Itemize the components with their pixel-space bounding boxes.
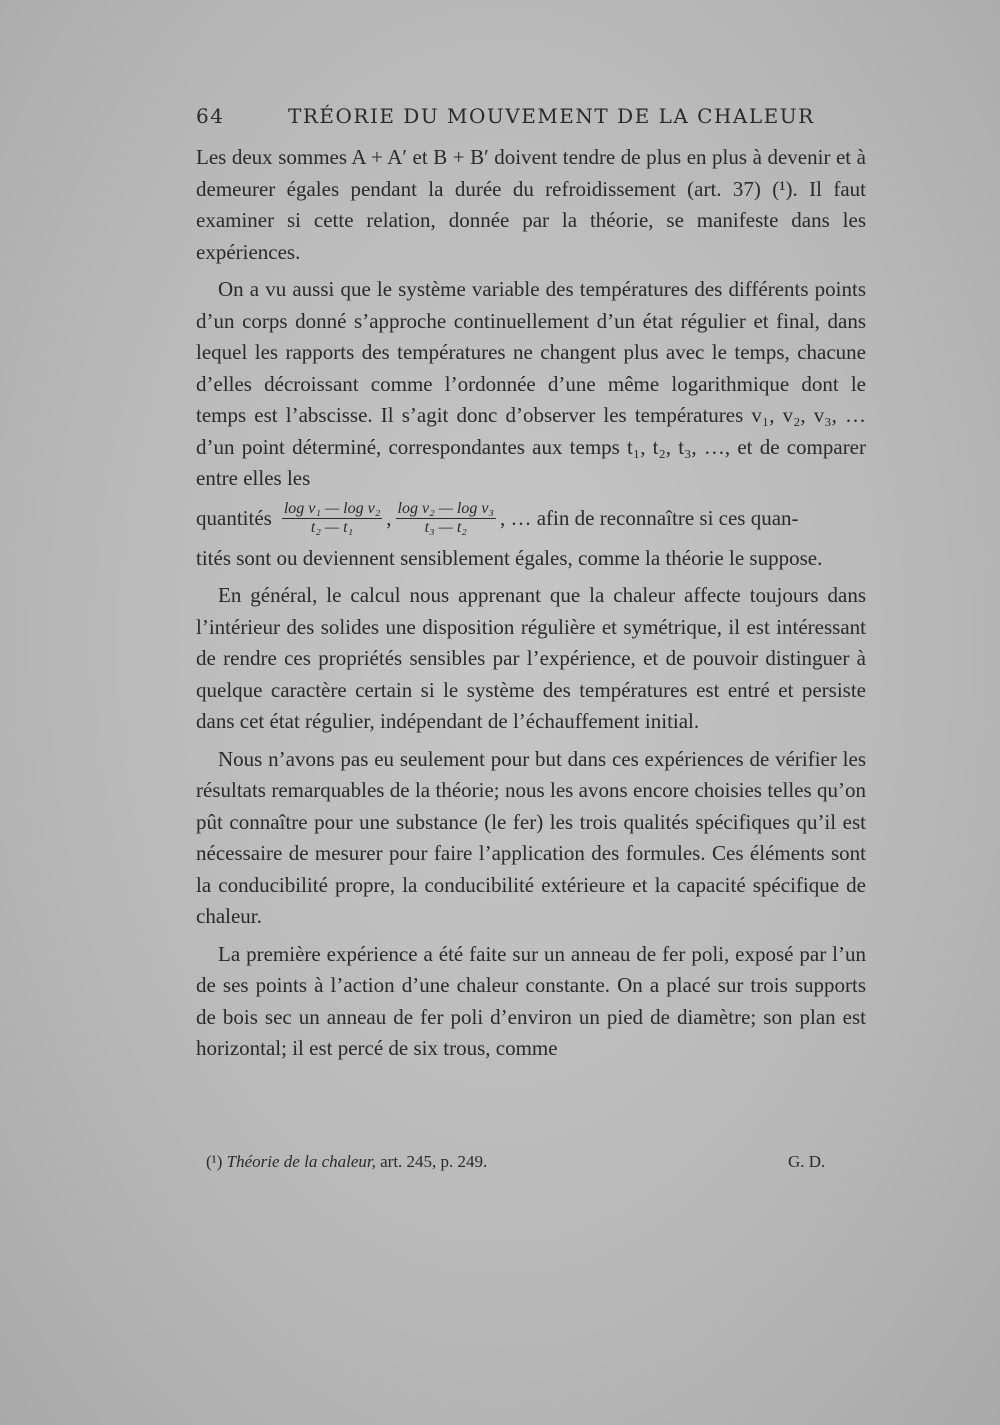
comma: , (386, 505, 392, 530)
formula-suffix: , … afin de reconnaître si ces quan- (499, 505, 799, 530)
footnote-initials: G. D. (788, 1152, 826, 1171)
paragraph-4: Nous n’avons pas eu seulement pour but dans ces expériences de vérifier les résultats remarquables de la théorie; nous les avons encore choisies telles qu’on pût connaître pour une substance (le fer) les trois qualités spécifiques qu’il est nécessaire de mesurer pour faire l’application des formules. Ces éléments sont la conducibilité propre, la conducibilité extérieure et la capacité spécifique de chaleur. (196, 746, 866, 928)
footnote-marker: (¹) (206, 1152, 223, 1171)
paragraph-5: La première expérience a été faite sur un anneau de fer poli, exposé par l’un de ses points à l’action d’une chaleur constante. On a placé sur trois supports de bois sec un anneau de fer poli d’environ un pied de diamètre; son plan est horizontal; il est percé de six trous, comme (196, 941, 866, 1060)
paragraph-2-end: tités sont ou deviennent sensiblement égales, comme la théorie le suppose. (196, 545, 823, 570)
running-title: TRÉORIE DU MOUVEMENT DE LA CHALEUR (288, 104, 815, 128)
body-text (196, 142, 866, 1065)
fraction-2-denominator: t₃ — t₂ (424, 519, 467, 536)
footnote-reference: art. 245, p. 249. (380, 1152, 488, 1171)
page-number: 64 (196, 104, 225, 128)
paragraph-3: En général, le calcul nous apprenant que la chaleur affecte toujours dans l’intérieur des solides une disposition régulière et symétrique, il est intéressant de rendre ces propriétés sensibles par l’expérience, et de pouvoir distinguer à quelque caractère certain si le système des températures est entré et persiste dans cet état régulier, indépendant de l’échauffement initial. (196, 583, 866, 733)
footnote (206, 1152, 846, 1172)
fraction-1-numerator: log v₁ — log v₂ (283, 500, 381, 517)
fraction-1-denominator: t₂ — t₁ (310, 519, 354, 536)
formula-line (196, 497, 866, 541)
formula-prefix: quantités (196, 505, 272, 530)
footnote-work-title: Théorie de la chaleur, (226, 1152, 376, 1171)
fraction-2-numerator: log v₂ — log v₃ (397, 500, 494, 517)
fraction-2 (396, 500, 496, 537)
fraction-1 (282, 500, 382, 537)
paragraph-1: Les deux sommes A + A′ et B + B′ doivent tendre de plus en plus à devenir et à demeurer égales pendant la durée du refroidissement (art. 37) (¹). Il faut examiner si cette relation, donnée par la théorie, se manifeste dans les expériences. (196, 145, 866, 264)
paragraph-2: On a vu aussi que le système variable des températures des différents points d’un corps donné s’approche continuellement d’un état régulier et final, dans lequel les rapports des températures ne changent plus avec le temps, chacune d’elles décroissant comme l’ordonnée d’une même logarithmique dont le temps est l’abscisse. Il s’agit donc d’observer les températures v₁, v₂, v₃, … d’un point déterminé, correspondantes aux temps t₁, t₂, t₃, …, et de comparer entre elles les (196, 277, 866, 490)
